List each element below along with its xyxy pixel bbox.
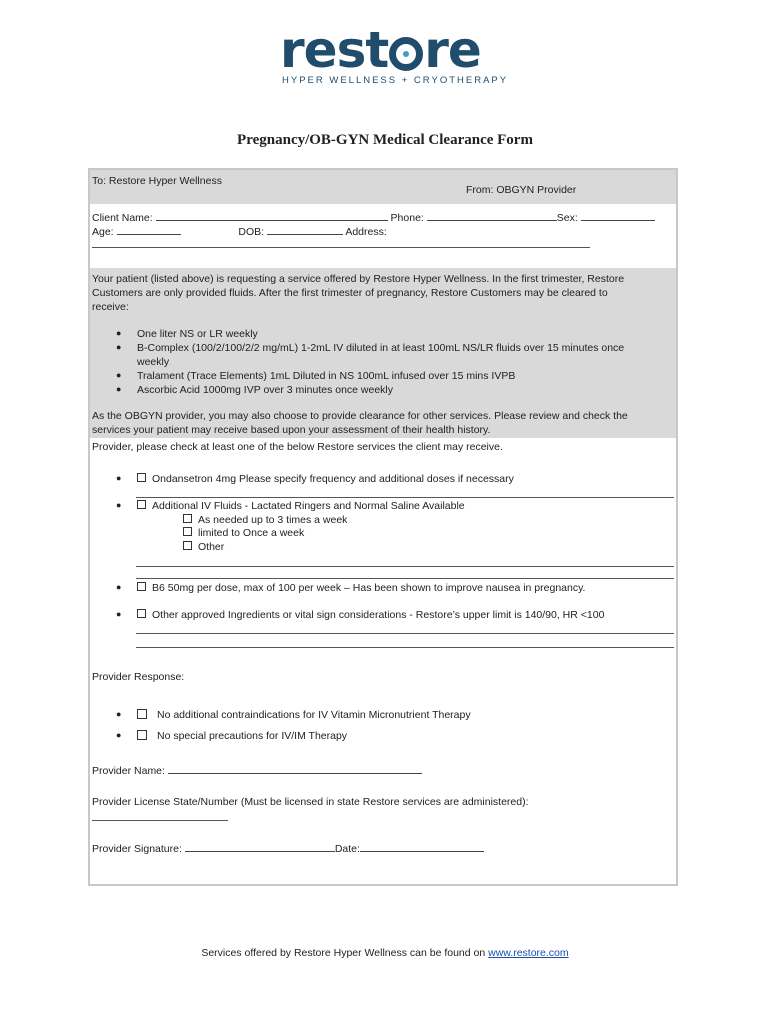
sex-label: Sex: — [556, 212, 578, 224]
provider-signature-field[interactable] — [185, 841, 335, 852]
bullet-icon: ● — [116, 370, 122, 380]
fluids-line[interactable] — [136, 578, 674, 579]
dob-label: DOB: — [238, 226, 265, 238]
option-label: B6 50mg per dose, max of 100 per week – Has been shown to improve nausea in pregnancy. — [152, 582, 586, 594]
provider-name-field[interactable] — [168, 763, 422, 774]
dob-field[interactable] — [267, 224, 343, 235]
provider-license-field[interactable] — [92, 820, 228, 821]
bullet-icon: ● — [116, 384, 122, 394]
service-item: Ascorbic Acid 1000mg IVP over 3 minutes once weekly — [137, 384, 394, 396]
provider-name-row — [92, 763, 422, 777]
client-name-field[interactable] — [156, 210, 388, 221]
other-services-line-2: services your patient may receive based upon your assessment of their health history. — [92, 424, 491, 436]
checkbox[interactable] — [137, 500, 146, 509]
ondansetron-line[interactable] — [136, 497, 674, 498]
sub-option-label: As needed up to 3 times a week — [198, 514, 348, 526]
other-line[interactable] — [136, 633, 674, 634]
address-line[interactable] — [92, 247, 590, 248]
bullet-icon: ● — [116, 500, 122, 510]
logo-word-start: rest — [280, 21, 389, 79]
checkbox[interactable] — [137, 730, 147, 740]
other-line[interactable] — [136, 647, 674, 648]
option-fluids[interactable] — [137, 500, 465, 512]
logo-tagline: HYPER WELLNESS + CRYOTHERAPY — [282, 75, 509, 86]
provider-name-label: Provider Name: — [92, 765, 165, 777]
fluids-sub-option[interactable] — [183, 541, 224, 553]
bullet-icon: ● — [116, 328, 122, 338]
service-item: B-Complex (100/2/100/2/2 mg/mL) 1-2mL IV diluted in at least 100mL NS/LR fluids over 15 minutes once — [137, 342, 625, 354]
form-title: Pregnancy/OB-GYN Medical Clearance Form — [237, 132, 533, 148]
checkbox[interactable] — [137, 473, 146, 482]
logo-wordmark — [280, 21, 481, 79]
option-label: Additional IV Fluids - Lactated Ringers and Normal Saline Available — [152, 500, 465, 512]
bullet-icon: ● — [116, 342, 122, 352]
address-label: Address: — [345, 226, 387, 238]
fluids-line[interactable] — [136, 566, 674, 567]
checkbox[interactable] — [183, 527, 192, 536]
option-label: Other approved Ingredients or vital sign considerations - Restore’s upper limit is 140/90, HR <100 — [152, 609, 605, 621]
logo-target-icon — [389, 37, 423, 71]
from-field: From: OBGYN Provider — [466, 184, 577, 196]
check-prompt: Provider, please check at least one of the below Restore services the client may receive. — [92, 441, 503, 453]
provider-license-label: Provider License State/Number (Must be licensed in state Restore services are administered): — [92, 796, 529, 808]
clearance-form — [88, 168, 678, 886]
option-b6[interactable] — [137, 582, 585, 594]
bullet-icon: ● — [116, 709, 122, 719]
sex-field[interactable] — [581, 210, 655, 221]
other-services-line-1: As the OBGYN provider, you may also choose to provide clearance for other services. Please review and check the — [92, 410, 628, 422]
response-option-label: No additional contraindications for IV Vitamin Micronutrient Therapy — [157, 709, 471, 721]
checkbox[interactable] — [137, 709, 147, 719]
date-field[interactable] — [360, 841, 484, 852]
option-label: Ondansetron 4mg Please specify frequency and additional doses if necessary — [152, 473, 514, 485]
footer — [0, 947, 770, 959]
phone-field[interactable] — [427, 210, 557, 221]
checkbox[interactable] — [137, 609, 146, 618]
sub-option-label: limited to Once a week — [198, 527, 305, 539]
checkbox[interactable] — [137, 582, 146, 591]
response-option-label: No special precautions for IV/IM Therapy — [157, 730, 348, 742]
age-field[interactable] — [117, 224, 181, 235]
service-item: Tralament (Trace Elements) 1mL Diluted in NS 100mL infused over 15 mins IVPB — [137, 370, 516, 382]
age-label: Age: — [92, 226, 114, 238]
bullet-icon: ● — [116, 609, 122, 619]
provider-signature-row — [92, 841, 484, 855]
sub-option-label: Other — [198, 541, 225, 553]
date-label: Date: — [334, 843, 360, 855]
bullet-icon: ● — [116, 730, 122, 740]
restore-website-link[interactable]: www.restore.com — [488, 947, 569, 959]
option-ondansetron[interactable] — [137, 473, 514, 485]
service-item-cont: weekly — [137, 356, 170, 368]
provider-signature-label: Provider Signature: — [92, 843, 182, 855]
bullet-icon: ● — [116, 582, 122, 592]
response-option-2[interactable] — [137, 730, 347, 742]
footer-text: Services offered by Restore Hyper Wellness can be found on — [201, 947, 489, 959]
intro-line-1: Your patient (listed above) is requesting a service offered by Restore Hyper Wellness. In the first trimester, Restore — [92, 273, 625, 285]
checkbox[interactable] — [183, 514, 192, 523]
client-name-label: Client Name: — [92, 212, 153, 224]
checkbox[interactable] — [183, 541, 192, 550]
client-age-row — [92, 224, 387, 238]
bullet-icon: ● — [116, 473, 122, 483]
intro-line-3: receive: — [92, 301, 129, 313]
fluids-sub-option[interactable] — [183, 514, 347, 526]
fluids-sub-option[interactable] — [183, 527, 304, 539]
logo-word-end: re — [424, 21, 481, 79]
provider-response-label: Provider Response: — [92, 671, 185, 683]
phone-label: Phone: — [390, 212, 424, 224]
response-option-1[interactable] — [137, 709, 471, 721]
option-other[interactable] — [137, 609, 604, 621]
restore-logo — [280, 21, 509, 90]
service-item: One liter NS or LR weekly — [137, 328, 258, 340]
client-name-row — [92, 210, 655, 224]
intro-line-2: Customers are only provided fluids. After the first trimester of pregnancy, Restore Customers may be cleared to — [92, 287, 608, 299]
to-field: To: Restore Hyper Wellness — [92, 175, 222, 187]
